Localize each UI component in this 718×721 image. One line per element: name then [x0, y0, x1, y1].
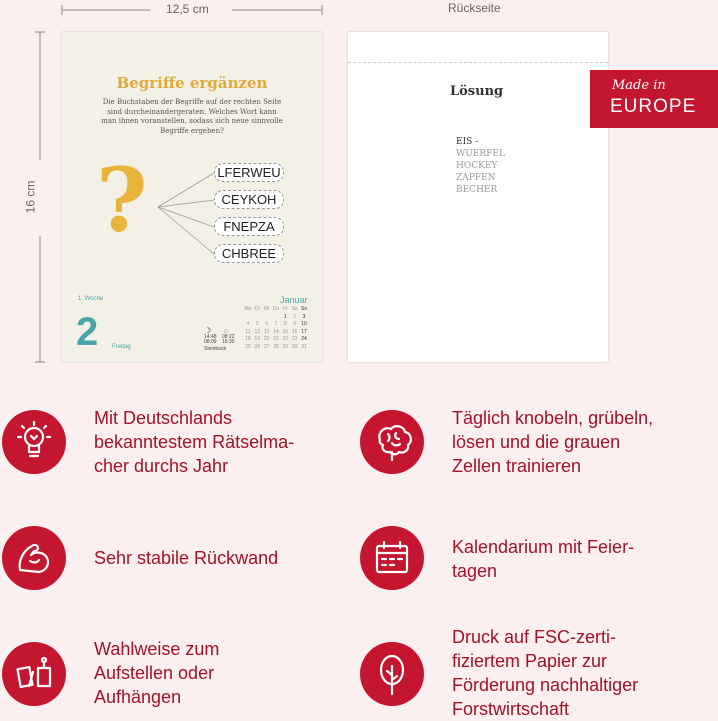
feature-line: Forstwirtschaft — [452, 699, 570, 719]
width-label: 12,5 cm — [166, 2, 209, 16]
made-in-europe-badge — [590, 70, 718, 128]
calendar-day: 30 — [291, 343, 298, 350]
lightbulb-icon — [2, 410, 66, 474]
calendar-day: 12 — [254, 328, 261, 335]
calendar-day-header: Mo — [244, 306, 252, 312]
calendar-day: 27 — [263, 343, 270, 350]
calendar-day: 3 — [302, 313, 306, 320]
sun-times: 08:22 16:30 — [222, 334, 235, 345]
region-label: EUROPE — [610, 96, 697, 117]
mini-calendar — [244, 306, 308, 351]
calendar-day: 28 — [273, 343, 279, 350]
calendar-day: 21 — [273, 336, 279, 342]
feature-line: Druck auf FSC-zerti- — [452, 627, 617, 647]
calendar-day-header: Fr — [282, 306, 288, 312]
calendar-day-header: Do — [272, 306, 280, 312]
calendar-day: 7 — [274, 321, 278, 327]
feature-line: Wahlweise zum — [94, 639, 220, 659]
feature-line: Kalendarium mit Feier- — [452, 537, 635, 557]
feature-line: Förderung nachhaltiger — [452, 675, 639, 695]
calendar-week-row — [244, 314, 308, 322]
solution-list — [456, 136, 505, 196]
calendar-day: 29 — [282, 343, 289, 350]
brain-icon — [360, 410, 424, 474]
calendar-day: 9 — [293, 321, 297, 327]
connector-lines — [158, 162, 218, 262]
feature-line: cher durchs Jahr — [94, 456, 229, 476]
feature-text — [452, 535, 634, 583]
calendar-day: 13 — [263, 328, 270, 335]
calendar-day: 4 — [246, 321, 250, 327]
solution-word: ZAPFEN — [456, 173, 496, 183]
calendar-day: 31 — [301, 343, 307, 350]
calendar-front-page — [62, 32, 322, 362]
calendar-week-row — [244, 336, 308, 344]
calendar-day: 23 — [291, 336, 298, 342]
calendar-week-row — [244, 329, 308, 337]
feature-text — [94, 637, 219, 709]
calendar-day-header: Sa — [291, 306, 298, 312]
calendar-day: 10 — [301, 321, 307, 327]
scrambled-word: CEYKOH — [214, 190, 284, 209]
calendar-day — [244, 314, 252, 322]
height-label: 16 cm — [23, 180, 38, 214]
made-in-label: Made in — [612, 78, 666, 93]
feature-line: Mit Deutschlands — [94, 408, 233, 428]
calendar-day-header: Mi — [264, 306, 270, 312]
calendar-day: 5 — [255, 321, 259, 327]
calendar-week-row — [244, 321, 308, 329]
zodiac-label: Steinbock — [204, 346, 226, 352]
solution-word: WUERFEL — [456, 149, 505, 159]
month-label: Januar — [280, 295, 308, 305]
calendar-day: 25 — [245, 343, 251, 350]
strength-arm-icon — [2, 526, 66, 590]
calendar-day — [253, 314, 261, 322]
calendar-day — [272, 314, 280, 322]
moon-sun-info — [204, 326, 234, 352]
stand-hang-icon — [2, 642, 66, 706]
feature-line: lösen und die grauen — [452, 432, 621, 452]
week-label: 1. Woche — [78, 296, 104, 302]
solution-word: HOCKEY — [456, 161, 498, 171]
feature-line: fiziertem Papier zur — [452, 651, 608, 671]
calendar-day: 2 — [293, 313, 297, 320]
calendar-icon — [360, 526, 424, 590]
feature-text — [94, 406, 294, 478]
calendar-day: 20 — [263, 336, 270, 342]
feature-line: bekanntestem Rätselma- — [94, 432, 295, 452]
calendar-day: 11 — [245, 328, 251, 335]
calendar-day: 14 — [273, 328, 279, 335]
feature-line: Sehr stabile Rückwand — [94, 548, 279, 568]
scrambled-word: LFERWEU — [214, 163, 284, 182]
back-side-label: Rückseite — [448, 1, 501, 15]
day-number: 2 — [76, 310, 99, 354]
feature-line: Zellen trainieren — [452, 456, 582, 476]
solution-prefix: EIS - — [456, 137, 479, 147]
puzzle-title: Begriffe ergänzen — [116, 74, 268, 92]
feature-line: tagen — [452, 561, 498, 581]
feature-text — [94, 546, 278, 570]
sun-icon: ☼ — [222, 326, 230, 335]
solution-title: Lösung — [450, 84, 504, 99]
perforation-line — [348, 62, 608, 63]
calendar-day: 18 — [245, 336, 251, 342]
feature-line: Täglich knobeln, grübeln, — [452, 408, 654, 428]
puzzle-description: Die Buchstaben der Begriffe auf der rechten Seite sind durcheinandergeraten. Welches Wort kann man ihnen voranstellen, sodass sich neue sinnvolle Begriffe ergeben? — [101, 98, 283, 135]
scrambled-word: FNEPZA — [214, 217, 284, 236]
calendar-day: 19 — [254, 336, 261, 342]
calendar-header-row — [244, 306, 308, 314]
moon-icon: ☽ — [204, 326, 212, 335]
calendar-week-row — [244, 344, 308, 352]
tree-icon — [360, 642, 424, 706]
solution-word: BECHER — [456, 185, 498, 195]
calendar-day: 6 — [265, 321, 269, 327]
calendar-day: 26 — [254, 343, 261, 350]
calendar-day-header: Di — [254, 306, 260, 312]
calendar-day: 24 — [301, 336, 307, 342]
feature-line: Aufstellen oder — [94, 663, 215, 683]
scrambled-word: CHBREE — [214, 244, 284, 263]
calendar-day: 16 — [291, 328, 298, 335]
question-mark-icon: ? — [96, 148, 148, 252]
calendar-day: 15 — [282, 328, 289, 335]
calendar-day: 17 — [301, 328, 307, 335]
calendar-back-page — [348, 32, 608, 362]
calendar-day-header: So — [300, 306, 308, 312]
calendar-day: 22 — [282, 336, 289, 342]
feature-text — [452, 406, 653, 478]
feature-text — [452, 625, 638, 721]
calendar-day: 1 — [283, 313, 287, 320]
calendar-day: 8 — [283, 321, 287, 327]
feature-line: Aufhängen — [94, 687, 182, 707]
calendar-day — [263, 314, 271, 322]
moon-times: 14:48 08:09 — [204, 334, 217, 345]
weekday-label: Freitag — [112, 344, 131, 350]
